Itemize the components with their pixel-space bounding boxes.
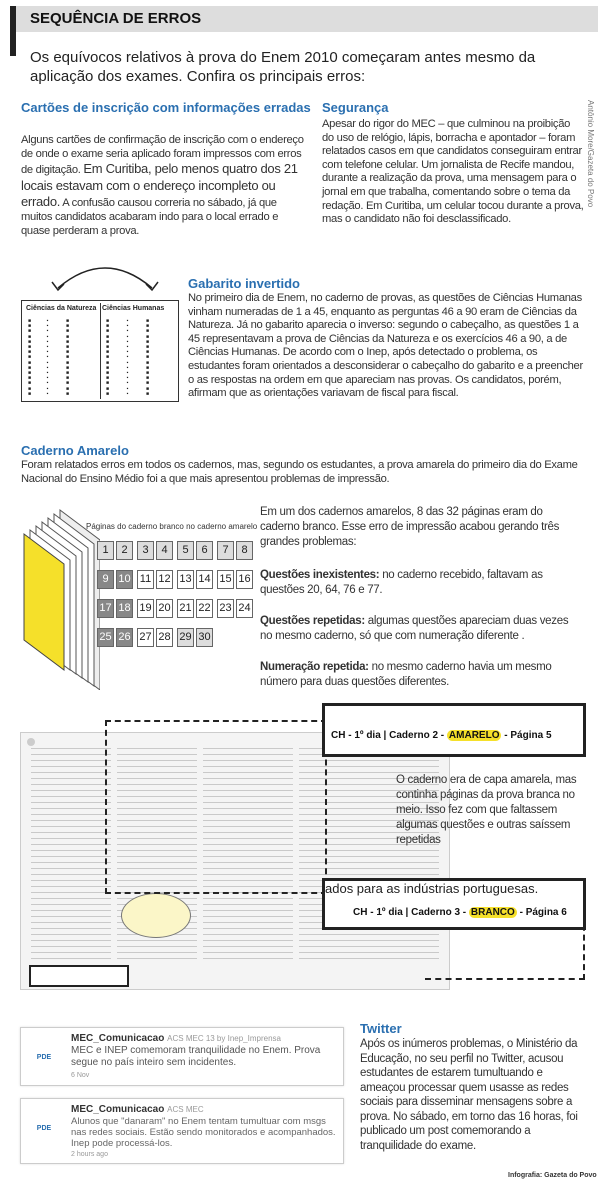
cartoes-p3: A confusão causou correria no sábado, já que muitos candidatos acabaram indo para o local errado e quase perderam a prova.	[21, 197, 279, 237]
page-box: 16	[236, 570, 253, 589]
tweet2-header	[71, 1104, 204, 1115]
cartoes-p2: Em Curitiba, pelo menos quatro dos 21 locais estavam com o endereço incompleto ou errado.	[21, 161, 298, 210]
page-box: 21	[177, 599, 194, 618]
amarelo-t1: no caderno recebido, faltavam as questões 20, 64, 76 e 77.	[260, 569, 543, 596]
gabarito-col-c: ■ ■ ■ ■ ■ ■ ■ ■ ■ ■ ■ ■ ■ ■ ■	[66, 318, 70, 397]
label-branco-box	[322, 878, 586, 930]
label2c: - Página 6	[516, 907, 567, 918]
page-box: 29	[177, 628, 194, 647]
page-box: 1	[97, 541, 114, 560]
gabarito-col-e: ▪ ▪ ▪ ▪ ▪ ▪ ▪ ▪ ▪ ▪ ▪ ▪ ▪ ▪ ▪	[126, 318, 130, 397]
seguranca-text: Apesar do rigor do MEC – que culminou na proibição do uso de relógio, lápis, borracha e apontador – foram relatados casos em que candidatos conseguiram entrar com telefone celular. Um jornalista de Recife mandou, durante a realização da prova, uma mensagem para o jornal em que trabalha, comentando sobre o tema da redação. Em Curitiba, um celular tocou durante a prova, mas o candidato não foi desclassificado.	[322, 118, 584, 226]
amarelo-item3	[260, 660, 582, 690]
tweet-1	[20, 1027, 344, 1086]
page-box: 12	[156, 570, 173, 589]
tweet1-header	[71, 1033, 281, 1044]
page-box: 13	[177, 570, 194, 589]
scan-snippet: ados para as indústrias portuguesas.	[325, 881, 539, 896]
page-box: 19	[137, 599, 154, 618]
page-box: 17	[97, 599, 114, 618]
amarelo-b3: Numeração repetida:	[260, 661, 369, 673]
page-box: 7	[217, 541, 234, 560]
tweet2-user: MEC_Comunicacao	[71, 1104, 165, 1115]
gabarito-col-a: ■ ■ ■ ■ ■ ■ ■ ■ ■ ■ ■ ■ ■ ■ ■	[28, 318, 32, 397]
gabarito-col-d: ■ ■ ■ ■ ■ ■ ■ ■ ■ ■ ■ ■ ■ ■ ■	[106, 318, 110, 397]
page-box: 18	[116, 599, 133, 618]
page-box: 11	[137, 570, 154, 589]
page-box: 14	[196, 570, 213, 589]
page-box: 4	[156, 541, 173, 560]
gabarito-heading: Gabarito invertido	[188, 276, 300, 291]
cartoes-text	[21, 134, 304, 238]
amarelo-b1: Questões inexistentes:	[260, 569, 380, 581]
gabarito-table	[21, 300, 179, 402]
twitter-text: Após os inúmeros problemas, o Ministério da Educação, no seu perfil no Twitter, acusou estudantes de estarem tumultuando e ameaçou processar quem usasse as redes sociais para disseminar mensagens sobre a prova. No sábado, em torno das 16 horas, foi publicado um post comemorando a tranquilidade do exame.	[360, 1038, 578, 1152]
intro-text: Os equívocos relativos à prova do Enem 2010 começaram antes mesmo da aplicação dos exames. Confira os principais erros:	[30, 49, 536, 85]
pde-logo-2: PDE	[36, 1125, 52, 1132]
tweet2-time: 2 hours ago	[71, 1151, 108, 1158]
amarelo-t3: no mesmo caderno havia um mesmo número para duas questões diferentes.	[260, 661, 552, 688]
gabarito-col2: Ciências Humanas	[102, 305, 165, 312]
amarelo-heading: Caderno Amarelo	[21, 443, 129, 458]
page-box: 10	[116, 570, 133, 589]
gabarito-col1: Ciências da Natureza	[26, 305, 97, 312]
page-box: 15	[217, 570, 234, 589]
gabarito-text: No primeiro dia de Enem, no caderno de provas, as questões de Ciências Humanas vinham numeradas de 1 a 45, enquanto as perguntas 46 a 90 eram de Ciências da Natureza. Já no gabarito aparecia o inverso: segundo o cabeçalho, as questões 1 a 45 representavam a prova de Ciências da Natureza e os exercícios 46 a 90, a de Ciências Humanas. De acordo com o Inep, após detectado o problema, os estudantes foram orientados a desconsiderar o cabeçalho do gabarito e a preencher o as respostas na ordem em que apareciam nas provas. Os candidatos, porém, afirmam que as orientações variavam de fiscal para fiscal.	[188, 292, 583, 400]
page-box: 24	[236, 599, 253, 618]
page-box: 2	[116, 541, 133, 560]
label1a: CH - 1º dia | Caderno 2 -	[331, 730, 447, 741]
tweet2-text: Alunos que "danaram" no Enem tentam tumultuar com msgs nas redes sociais. Estão sendo monitorados e acompanhados. Inep pode processá-los.	[71, 1116, 336, 1149]
photo-credit: Antônio More/Gazeta do Povo	[586, 100, 595, 208]
seguranca-heading: Segurança	[322, 100, 389, 115]
cartoes-heading: Cartões de inscrição com informações erradas	[21, 100, 311, 115]
tweet1-user: MEC_Comunicacao	[71, 1033, 165, 1044]
dashed-frame-1	[105, 720, 327, 894]
swap-arrow-icon	[50, 258, 160, 298]
amarelo-item2	[260, 614, 582, 644]
amarelo-b2: Questões repetidas:	[260, 615, 365, 627]
page-box: 30	[196, 628, 213, 647]
cartoes-p1: Alguns cartões de confirmação de inscrição com o endereço de onde o exame seria aplicado foram impressos com erros de digitação.	[21, 134, 304, 177]
gabarito-col-f: ■ ■ ■ ■ ■ ■ ■ ■ ■ ■ ■ ■ ■ ■ ■	[146, 318, 150, 397]
label1c: - Página 5	[501, 730, 552, 741]
amarelo-intro: Foram relatados erros em todos os cadernos, mas, segundo os estudantes, a prova amarela do primeiro dia do Exame Nacional do Ensino Médio foi a que mais apresentou problemas de impressão.	[21, 459, 578, 485]
gabarito-col-b: ▪ ▪ ▪ ▪ ▪ ▪ ▪ ▪ ▪ ▪ ▪ ▪ ▪ ▪ ▪	[46, 318, 50, 397]
amarelo-t2: algumas questões apareciam duas vezes no mesmo caderno, só que com numeração diferente .	[260, 615, 569, 642]
tweet1-time: 6 Nov	[71, 1072, 90, 1079]
label-branco	[353, 907, 567, 918]
page-box: 28	[156, 628, 173, 647]
page-box: 3	[137, 541, 154, 560]
twitter-heading: Twitter	[360, 1021, 402, 1036]
label2a: CH - 1º dia | Caderno 3 -	[353, 907, 469, 918]
tweet1-meta: ACS MEC 13 by Inep_Imprensa	[167, 1034, 281, 1043]
page-box: 5	[177, 541, 194, 560]
page-title: SEQUÊNCIA DE ERROS	[30, 10, 202, 27]
pde-logo: PDE	[36, 1054, 52, 1061]
scan-caption: O caderno era de capa amarela, mas continha páginas da prova branca no meio. Isso fez com que faltassem algumas questões e outras saíssem repetidas	[396, 774, 577, 846]
page-box: 20	[156, 599, 173, 618]
page-box: 6	[196, 541, 213, 560]
title-bar	[10, 6, 598, 32]
tweet-2	[20, 1098, 344, 1164]
page-box: 25	[97, 628, 114, 647]
label2b: BRANCO	[470, 907, 515, 918]
footer-credit: Infografia: Gazeta do Povo	[508, 1172, 597, 1179]
tweet2-meta: ACS MEC	[167, 1105, 204, 1114]
label-amarelo	[331, 730, 552, 741]
page-box: 27	[137, 628, 154, 647]
amarelo-p1: Em um dos cadernos amarelos, 8 das 32 páginas eram do caderno branco. Esse erro de impressão acabou gerando três grandes problemas:	[260, 506, 560, 548]
pages-caption: Páginas do caderno branco no caderno amarelo	[86, 522, 258, 531]
page-box: 26	[116, 628, 133, 647]
label-amarelo-box	[322, 703, 586, 757]
page-box: 9	[97, 570, 114, 589]
page-box: 23	[217, 599, 234, 618]
label1b: AMARELO	[448, 730, 500, 741]
page-box: 8	[236, 541, 253, 560]
amarelo-item1	[260, 568, 582, 598]
tweet1-text: MEC e INEP comemoram tranquilidade no Enem. Prova segue no país inteiro sem incidentes.	[71, 1045, 321, 1068]
page-box: 22	[196, 599, 213, 618]
